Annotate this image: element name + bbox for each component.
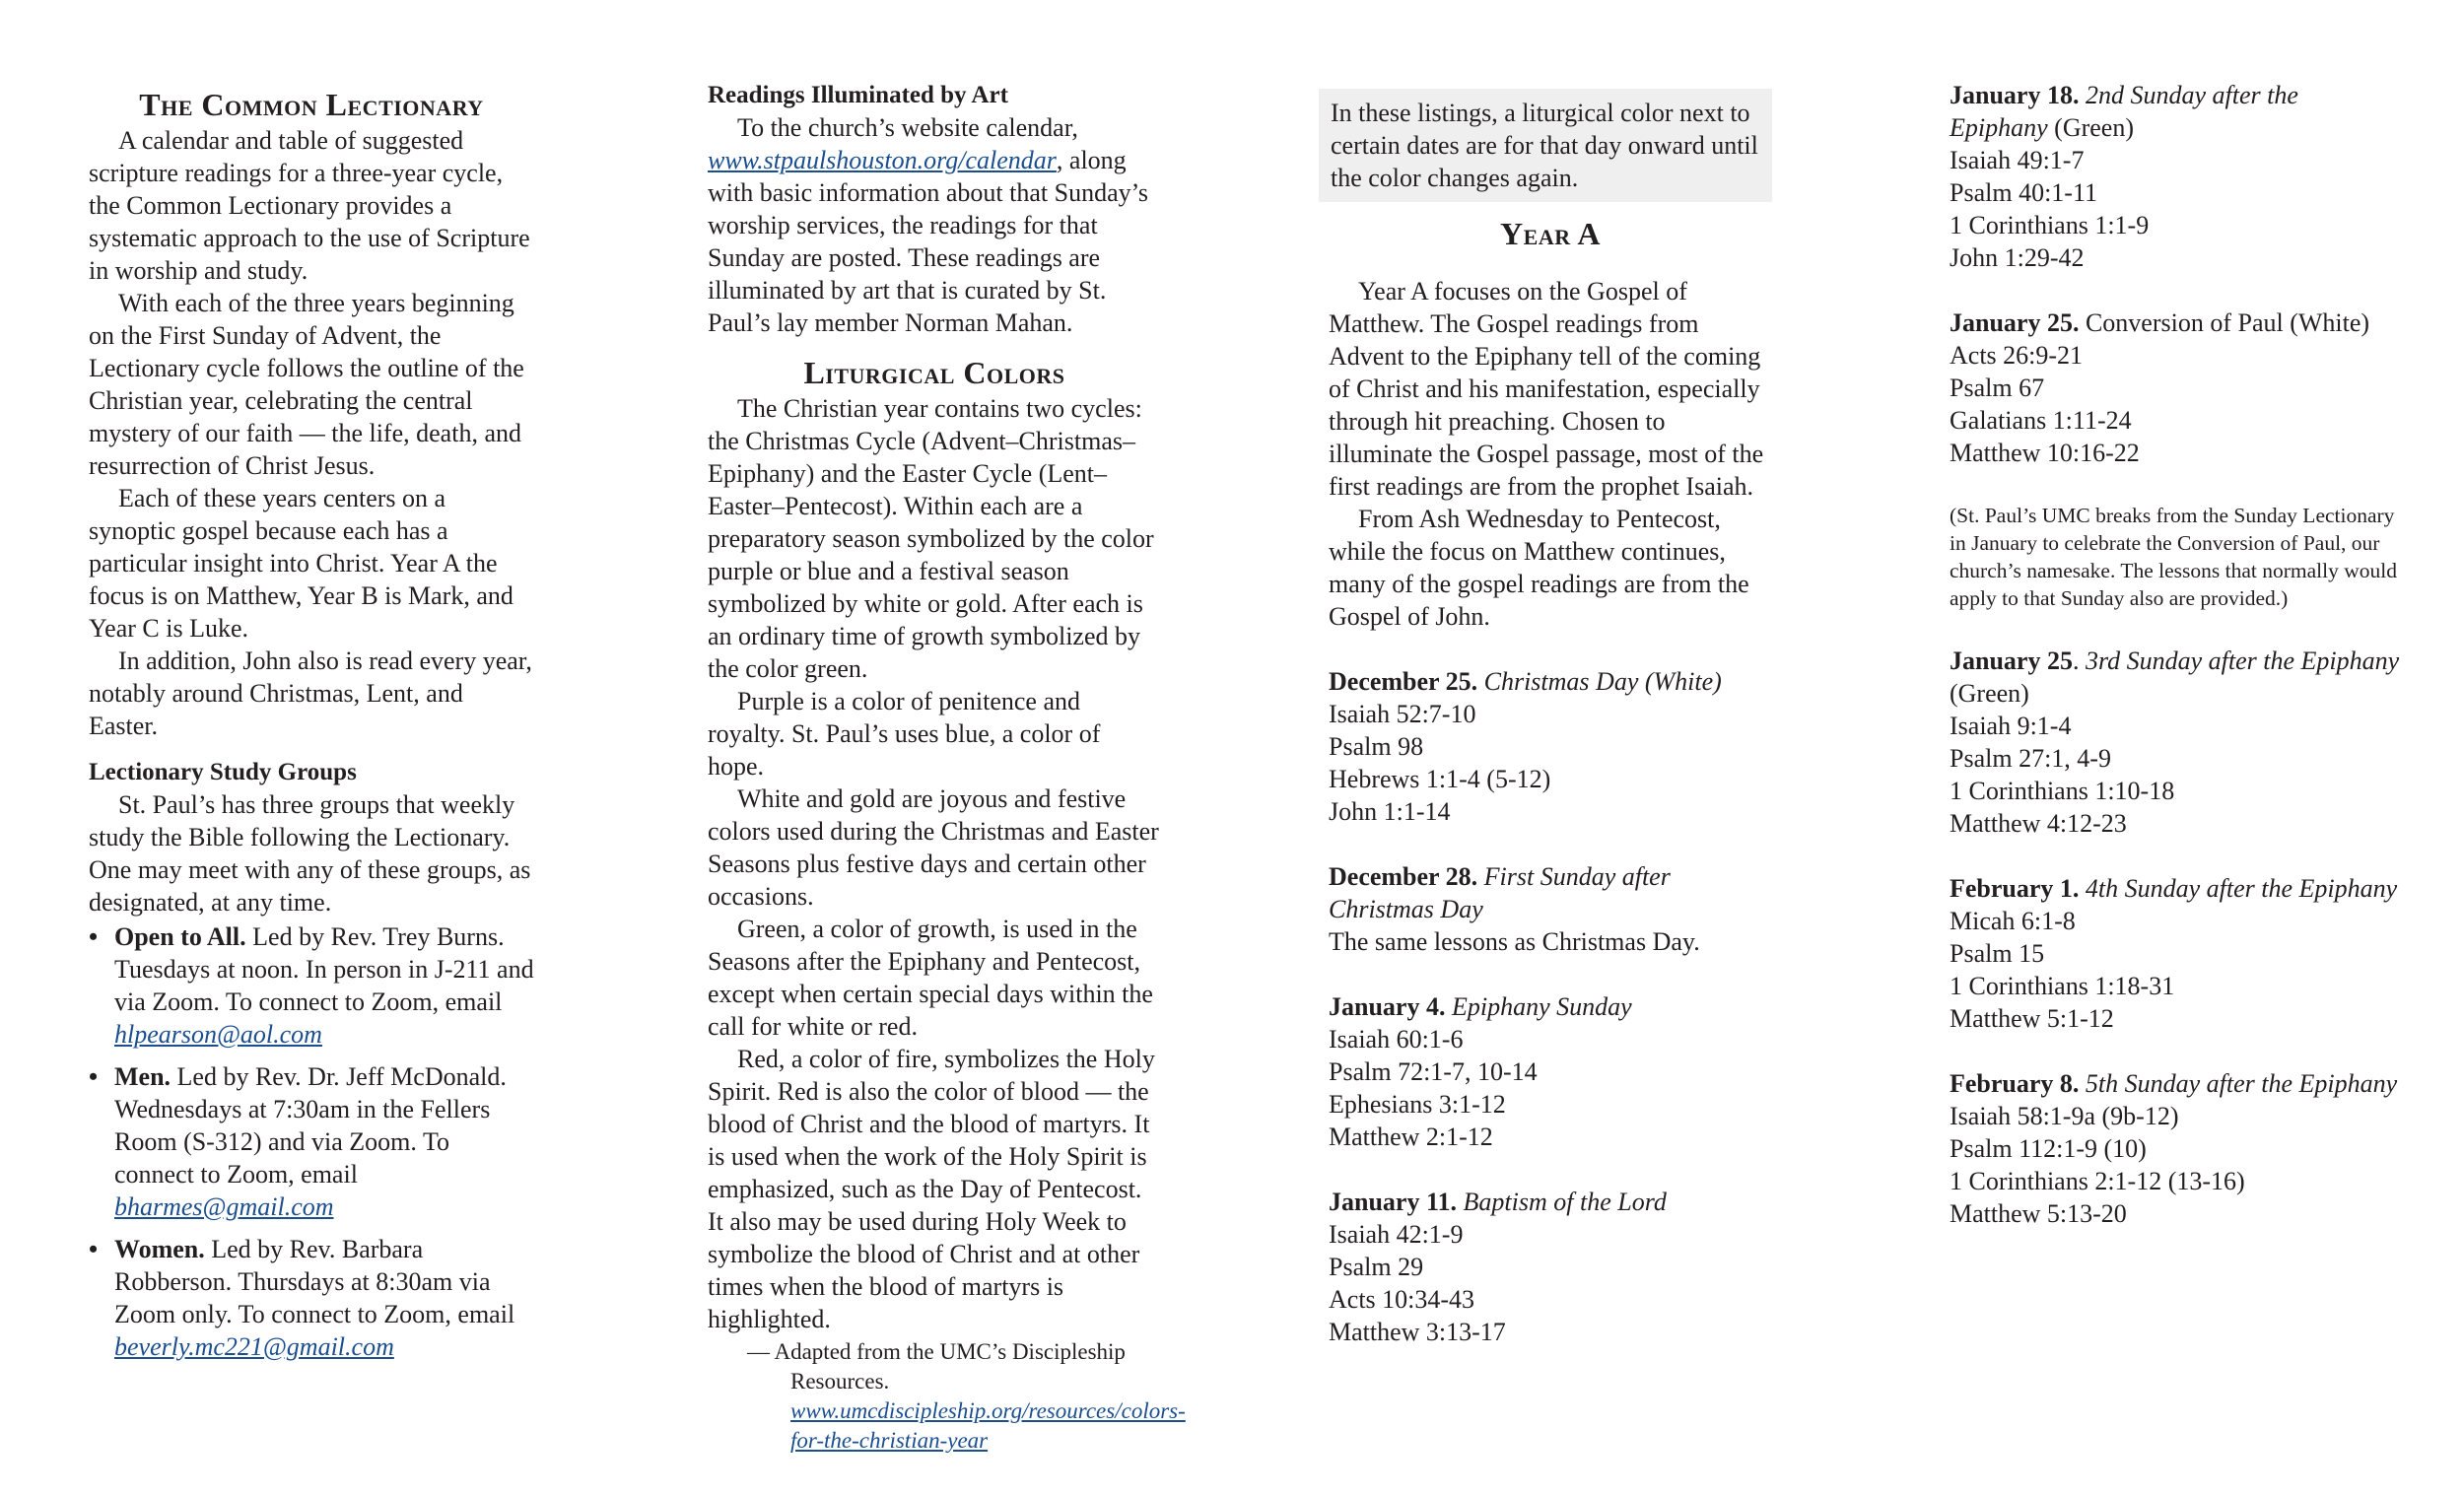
art-post: , along with basic information about that Sunday’s worship services, the readings for that Sunday are posted. These readings are illuminated by art that is curated by St. Paul’s lay member Norman Mahan. [708,146,1148,337]
group-text: Led by Rev. Barbara Robberson. Thursdays at 8:30am via Zoom only. To connect to Zoom, email [114,1235,515,1328]
reading: Psalm 27:1, 4-9 [1950,744,2111,773]
art-paragraph [708,111,1161,339]
list-item [89,1233,534,1363]
reading-entry [1329,990,1772,1153]
paragraph: White and gold are joyous and festive colors used during the Christmas and Easter Seasons plus festive days and certain other occasions. [708,784,1159,911]
reading: Isaiah 60:1-6 [1329,1025,1464,1054]
reading: Galatians 1:11-24 [1950,406,2132,435]
reading: Isaiah 42:1-9 [1329,1220,1464,1249]
entry-name: 2nd Sunday after the Epiphany [1950,81,2298,142]
group-name: Women. [114,1235,205,1263]
paragraph: Green, a color of growth, is used in the Seasons after the Epiphany and Pentecost, except when certain special days within the call for white or red. [708,915,1153,1041]
reading-entry [1329,860,1772,958]
entry-date: February 8. [1950,1069,2080,1098]
reading: Psalm 98 [1329,732,1424,761]
reading: Psalm 15 [1950,939,2045,968]
reading: Ephesians 3:1-12 [1329,1090,1506,1119]
reading: Acts 26:9-21 [1950,341,2084,370]
entry-date: December 25. [1329,667,1478,696]
entry-title [1950,306,2403,339]
calendar-link[interactable]: www.stpaulshouston.org/calendar [708,146,1057,174]
entry-date: February 1. [1950,874,2080,903]
email-link[interactable]: bharmes@gmail.com [114,1192,334,1221]
liturgical-colors-title: Liturgical Colors [803,355,1065,390]
group-text: Led by Rev. Trey Burns. Tuesdays at noon. In person in J-211 and via Zoom. To connect to Zoom, email [114,922,534,1016]
group-text: Led by Rev. Dr. Jeff McDonald. Wednesdays at 7:30am in the Fellers Room (S-312) and via Zoom. To connect to Zoom, email [114,1062,507,1189]
list-item [89,920,534,1051]
entry-title [1329,665,1772,698]
reading: Acts 10:34-43 [1329,1285,1475,1314]
paragraph: Year A focuses on the Gospel of Matthew. The Gospel readings from Advent to the Epiphany tell of the coming of Christ and his manifestation, especially through hit preaching. Chosen to illuminate the Gospel passage, most of the first readings are from the prophet Isaiah. [1329,277,1764,501]
reading: Matthew 2:1-12 [1329,1122,1493,1151]
reading-entry [1950,306,2403,469]
study-groups-intro: St. Paul’s has three groups that weekly study the Bible following the Lectionary. One may meet with any of these groups, as designated, at any time. [89,790,531,917]
entry-title [1950,872,2403,905]
email-link[interactable]: hlpearson@aol.com [114,1020,322,1049]
reading-entry [1950,645,2403,840]
entry-title [1950,1067,2403,1100]
conversion-note: (St. Paul’s UMC breaks from the Sunday Lectionary in January to celebrate the Conversion of Paul, our church’s namesake. The lessons that normally would apply to that Sunday also are provided.) [1950,504,2397,610]
reading: Isaiah 52:7-10 [1329,700,1476,728]
attribution [708,1337,1186,1456]
entry-color: (Green) [2054,113,2134,142]
entry-name: Conversion of Paul (White) [2085,308,2370,337]
reading: Matthew 5:1-12 [1950,1004,2114,1033]
reading: Matthew 5:13-20 [1950,1199,2127,1228]
reading: John 1:1-14 [1329,797,1451,826]
color-note: In these listings, a liturgical color next to certain dates are for that day onward until the color changes again. [1319,89,1772,202]
entry-title [1950,79,2403,144]
paragraph: A calendar and table of suggested scripture readings for a three-year cycle, the Common Lectionary provides a systematic approach to the use of Scripture in worship and study. [89,126,530,285]
art-pre: To the church’s website calendar, [737,113,1078,142]
entry-color: (Green) [1950,679,2029,708]
reading: The same lessons as Christmas Day. [1329,927,1700,956]
reading: Micah 6:1-8 [1950,907,2076,935]
entry-date: December 28. [1329,862,1478,891]
common-lectionary-title: The Common Lectionary [139,87,484,122]
paragraph: With each of the three years beginning on the First Sunday of Advent, the Lectionary cycle follows the outline of the Christian year, celebrating the central mystery of our faith — the life, death, and resurrection of Christ Jesus. [89,289,524,480]
paragraph: Purple is a color of penitence and royalty. St. Paul’s uses blue, a color of hope. [708,687,1101,781]
reading: Psalm 40:1-11 [1950,178,2097,207]
entry-name: 3rd Sunday after the Epiphany [2085,646,2400,675]
reading: Isaiah 9:1-4 [1950,712,2072,740]
paragraph: Each of these years centers on a synoptic gospel because each has a particular insight into Christ. Year A the focus is on Matthew, Year B is Mark, and Year C is Luke. [89,484,513,643]
entry-title [1329,1186,1772,1218]
entry-title [1329,860,1772,925]
year-a-title: Year A [1500,216,1601,251]
art-heading: Readings Illuminated by Art [708,82,1008,108]
entry-name: First Sunday after Christmas Day [1329,862,1671,923]
paragraph: In addition, John also is read every year, notably around Christmas, Lent, and Easter. [89,646,532,740]
reading: Matthew 10:16-22 [1950,439,2140,467]
entry-name: 5th Sunday after the Epiphany [2085,1069,2398,1098]
entry-title [1329,990,1772,1023]
attribution-text: — Adapted from the UMC’s Discipleship Resources. [747,1339,1126,1394]
entry-date: January 25 [1950,646,2073,675]
list-item [89,1060,534,1223]
reading: 1 Corinthians 1:10-18 [1950,777,2175,805]
reading-entry [1329,1186,1772,1348]
reading: Psalm 67 [1950,374,2045,402]
bullet: • [89,922,99,951]
column-art-and-colors [708,79,1186,1456]
group-name: Open to All. [114,922,246,951]
reading: 1 Corinthians 2:1-12 (13-16) [1950,1167,2245,1195]
bullet: • [89,1235,99,1263]
reading: Matthew 3:13-17 [1329,1318,1506,1346]
entry-name: Christmas Day (White) [1483,667,1722,696]
entry-title: January 25. 3rd Sunday after the Epiphany (Green) [1950,646,2400,708]
entry-date: January 4. [1329,992,1446,1021]
entry-name: Epiphany Sunday [1451,992,1632,1021]
reading-entry [1950,872,2403,1035]
entry-name: 4th Sunday after the Epiphany [2085,874,2398,903]
reading: Matthew 4:12-23 [1950,809,2127,838]
entry-date: January 11. [1329,1188,1458,1216]
paragraph: Red, a color of fire, symbolizes the Holy Spirit. Red is also the color of blood — the blood of Christ and the blood of martyrs. It is used when the work of the Holy Spirit is emphasized, such as the Day of Pentecost. It also may be used during Holy Week to symbolize the blood of Christ and at other times when the blood of martyrs is highlighted. [708,1045,1155,1333]
reading: Isaiah 49:1-7 [1950,146,2085,174]
reading-entry [1950,1067,2403,1230]
reading: Psalm 72:1-7, 10-14 [1329,1057,1538,1086]
study-groups-list [89,920,534,1363]
reading: 1 Corinthians 1:18-31 [1950,972,2175,1000]
study-groups-heading: Lectionary Study Groups [89,759,357,785]
reading: Hebrews 1:1-4 (5-12) [1329,765,1551,793]
reading: Isaiah 58:1-9a (9b-12) [1950,1102,2179,1130]
bullet: • [89,1062,99,1091]
entry-name: Baptism of the Lord [1463,1188,1667,1216]
group-name: Men. [114,1062,171,1091]
entry-date: January 18. [1950,81,2080,109]
reading-entry [1950,79,2403,274]
paragraph: From Ash Wednesday to Pentecost, while the focus on Matthew continues, many of the gospel readings are from the Gospel of John. [1329,505,1749,631]
reading-entry [1329,665,1772,828]
entry-date: January 25. [1950,308,2080,337]
reading: Psalm 112:1-9 (10) [1950,1134,2147,1163]
column-epiphany-readings [1950,79,2403,1262]
column-year-a [1329,79,1772,1381]
paragraph: The Christian year contains two cycles: the Christmas Cycle (Advent–Christmas–Epiphany) and the Easter Cycle (Lent–Easter–Pentecost). Within each are a preparatory season symbolized by the color purple or blue and a festival season symbolized by white or gold. After each is an ordinary time of growth symbolized by the color green. [708,394,1154,683]
umc-link[interactable]: www.umcdiscipleship.org/resources/colors-for-the-christian-year [790,1398,1186,1453]
reading: Psalm 29 [1329,1253,1424,1281]
reading: John 1:29-42 [1950,243,2085,272]
reading: 1 Corinthians 1:1-9 [1950,211,2150,239]
email-link[interactable]: beverly.mc221@gmail.com [114,1332,394,1361]
column-common-lectionary [89,79,534,1373]
